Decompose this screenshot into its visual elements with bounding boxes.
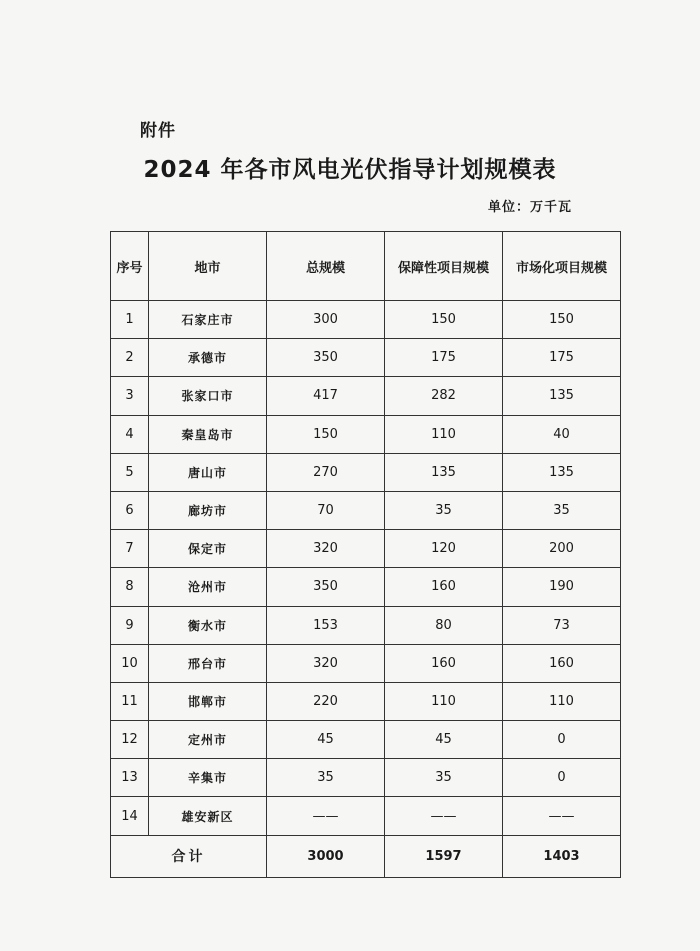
table-row (111, 415, 621, 453)
row-no: 11 (111, 682, 149, 720)
row-city: 石家庄市 (149, 301, 267, 339)
row-market: —— (503, 797, 621, 835)
table-row (111, 606, 621, 644)
row-total: 270 (267, 453, 385, 491)
row-market: 0 (503, 759, 621, 797)
row-total: 70 (267, 491, 385, 529)
row-no: 3 (111, 377, 149, 415)
row-market: 73 (503, 606, 621, 644)
row-no: 13 (111, 759, 149, 797)
header-no: 序号 (111, 232, 149, 301)
row-guaranteed: 160 (385, 644, 503, 682)
total-market: 1403 (503, 835, 621, 877)
row-no: 12 (111, 721, 149, 759)
row-city: 定州市 (149, 721, 267, 759)
row-guaranteed: 135 (385, 453, 503, 491)
header-market: 市场化项目规模 (503, 232, 621, 301)
header-guaranteed: 保障性项目规模 (385, 232, 503, 301)
row-no: 9 (111, 606, 149, 644)
header-total: 总规模 (267, 232, 385, 301)
table-row (111, 721, 621, 759)
row-guaranteed: 110 (385, 415, 503, 453)
table-row (111, 339, 621, 377)
table-row (111, 682, 621, 720)
table-row (111, 491, 621, 529)
row-city: 唐山市 (149, 453, 267, 491)
row-market: 135 (503, 453, 621, 491)
table-row (111, 377, 621, 415)
page-title: 2024 年各市风电光伏指导计划规模表 (143, 157, 557, 183)
row-city: 张家口市 (149, 377, 267, 415)
header-city: 地市 (149, 232, 267, 301)
row-guaranteed: 35 (385, 491, 503, 529)
row-city: 邢台市 (149, 644, 267, 682)
row-city: 廊坊市 (149, 491, 267, 529)
row-no: 2 (111, 339, 149, 377)
table-row (111, 530, 621, 568)
row-city: 保定市 (149, 530, 267, 568)
total-row (111, 835, 621, 877)
row-city: 邯郸市 (149, 682, 267, 720)
row-market: 40 (503, 415, 621, 453)
row-total: 350 (267, 339, 385, 377)
row-total: —— (267, 797, 385, 835)
row-city: 承德市 (149, 339, 267, 377)
row-total: 220 (267, 682, 385, 720)
row-market: 0 (503, 721, 621, 759)
total-guaranteed: 1597 (385, 835, 503, 877)
row-guaranteed: 150 (385, 301, 503, 339)
total-total: 3000 (267, 835, 385, 877)
row-guaranteed: 160 (385, 568, 503, 606)
row-city: 沧州市 (149, 568, 267, 606)
row-market: 200 (503, 530, 621, 568)
table-row (111, 301, 621, 339)
row-guaranteed: 282 (385, 377, 503, 415)
row-market: 110 (503, 682, 621, 720)
table-header-row (111, 232, 621, 301)
table-row (111, 453, 621, 491)
row-guaranteed: —— (385, 797, 503, 835)
row-market: 135 (503, 377, 621, 415)
row-no: 1 (111, 301, 149, 339)
row-no: 8 (111, 568, 149, 606)
row-no: 10 (111, 644, 149, 682)
row-city: 雄安新区 (149, 797, 267, 835)
row-city: 辛集市 (149, 759, 267, 797)
row-total: 150 (267, 415, 385, 453)
scale-table (110, 231, 621, 878)
row-guaranteed: 80 (385, 606, 503, 644)
row-guaranteed: 45 (385, 721, 503, 759)
total-label: 合计 (111, 835, 267, 877)
row-total: 45 (267, 721, 385, 759)
table-row (111, 759, 621, 797)
row-guaranteed: 120 (385, 530, 503, 568)
row-market: 175 (503, 339, 621, 377)
row-guaranteed: 110 (385, 682, 503, 720)
table-row (111, 568, 621, 606)
row-no: 4 (111, 415, 149, 453)
row-guaranteed: 35 (385, 759, 503, 797)
row-total: 350 (267, 568, 385, 606)
row-total: 417 (267, 377, 385, 415)
row-city: 衡水市 (149, 606, 267, 644)
table-row (111, 644, 621, 682)
row-city: 秦皇岛市 (149, 415, 267, 453)
row-guaranteed: 175 (385, 339, 503, 377)
row-market: 150 (503, 301, 621, 339)
row-total: 320 (267, 530, 385, 568)
row-no: 7 (111, 530, 149, 568)
row-no: 5 (111, 453, 149, 491)
row-total: 300 (267, 301, 385, 339)
unit-label: 单位：万千瓦 (488, 200, 573, 215)
row-market: 35 (503, 491, 621, 529)
row-market: 190 (503, 568, 621, 606)
row-total: 153 (267, 606, 385, 644)
row-total: 35 (267, 759, 385, 797)
row-total: 320 (267, 644, 385, 682)
row-market: 160 (503, 644, 621, 682)
row-no: 14 (111, 797, 149, 835)
attachment-label: 附件 (140, 121, 176, 141)
table-row (111, 797, 621, 835)
row-no: 6 (111, 491, 149, 529)
